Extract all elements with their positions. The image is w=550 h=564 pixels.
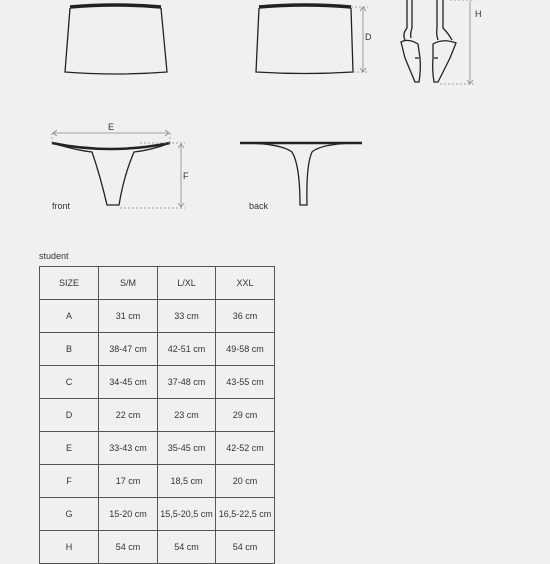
row-label: A <box>40 300 99 333</box>
garment-diagrams <box>0 0 550 240</box>
table-row <box>40 366 275 399</box>
table-cell: 20 cm <box>216 465 275 498</box>
row-label: C <box>40 366 99 399</box>
table-cell: 54 cm <box>216 531 275 564</box>
thong-front-drawing <box>52 143 170 205</box>
table-cell: 34-45 cm <box>99 366 158 399</box>
skirt-front-drawing <box>65 5 167 74</box>
table-cell: 37-48 cm <box>158 366 216 399</box>
table-cell: 15,5-20,5 cm <box>158 498 216 531</box>
table-caption: student <box>39 251 69 261</box>
table-row <box>40 465 275 498</box>
table-row <box>40 432 275 465</box>
table-cell: 42-51 cm <box>158 333 216 366</box>
header-xxl: XXL <box>216 267 275 300</box>
table-row <box>40 531 275 564</box>
garter-straps-drawing <box>401 0 456 82</box>
row-label: D <box>40 399 99 432</box>
table-cell: 18,5 cm <box>158 465 216 498</box>
dimension-f-label: F <box>183 171 189 181</box>
table-cell: 36 cm <box>216 300 275 333</box>
row-label: G <box>40 498 99 531</box>
table-cell: 33 cm <box>158 300 216 333</box>
table-cell: 15-20 cm <box>99 498 158 531</box>
header-size: SIZE <box>40 267 99 300</box>
table-cell: 17 cm <box>99 465 158 498</box>
size-table <box>39 266 275 564</box>
front-view-caption: front <box>52 201 71 211</box>
header-l-xl: L/XL <box>158 267 216 300</box>
row-label: H <box>40 531 99 564</box>
table-cell: 33-43 cm <box>99 432 158 465</box>
back-view-caption: back <box>249 201 269 211</box>
thong-back-drawing <box>240 143 362 205</box>
row-label: B <box>40 333 99 366</box>
table-cell: 22 cm <box>99 399 158 432</box>
table-cell: 54 cm <box>99 531 158 564</box>
table-header-row <box>40 267 275 300</box>
table-cell: 29 cm <box>216 399 275 432</box>
dimension-h <box>440 0 475 84</box>
table-row <box>40 498 275 531</box>
table-cell: 54 cm <box>158 531 216 564</box>
table-cell: 31 cm <box>99 300 158 333</box>
dimension-d-label: D <box>365 32 372 42</box>
table-cell: 35-45 cm <box>158 432 216 465</box>
table-cell: 23 cm <box>158 399 216 432</box>
table-cell: 49-58 cm <box>216 333 275 366</box>
header-s-m: S/M <box>99 267 158 300</box>
table-row <box>40 300 275 333</box>
table-cell: 42-52 cm <box>216 432 275 465</box>
row-label: F <box>40 465 99 498</box>
table-cell: 43-55 cm <box>216 366 275 399</box>
dimension-f <box>120 143 185 208</box>
table-row <box>40 333 275 366</box>
row-label: E <box>40 432 99 465</box>
skirt-side-drawing <box>256 5 353 74</box>
table-cell: 16,5-22,5 cm <box>216 498 275 531</box>
dimension-h-label: H <box>475 9 482 19</box>
table-row <box>40 399 275 432</box>
dimension-e-label: E <box>108 122 115 132</box>
table-cell: 38-47 cm <box>99 333 158 366</box>
